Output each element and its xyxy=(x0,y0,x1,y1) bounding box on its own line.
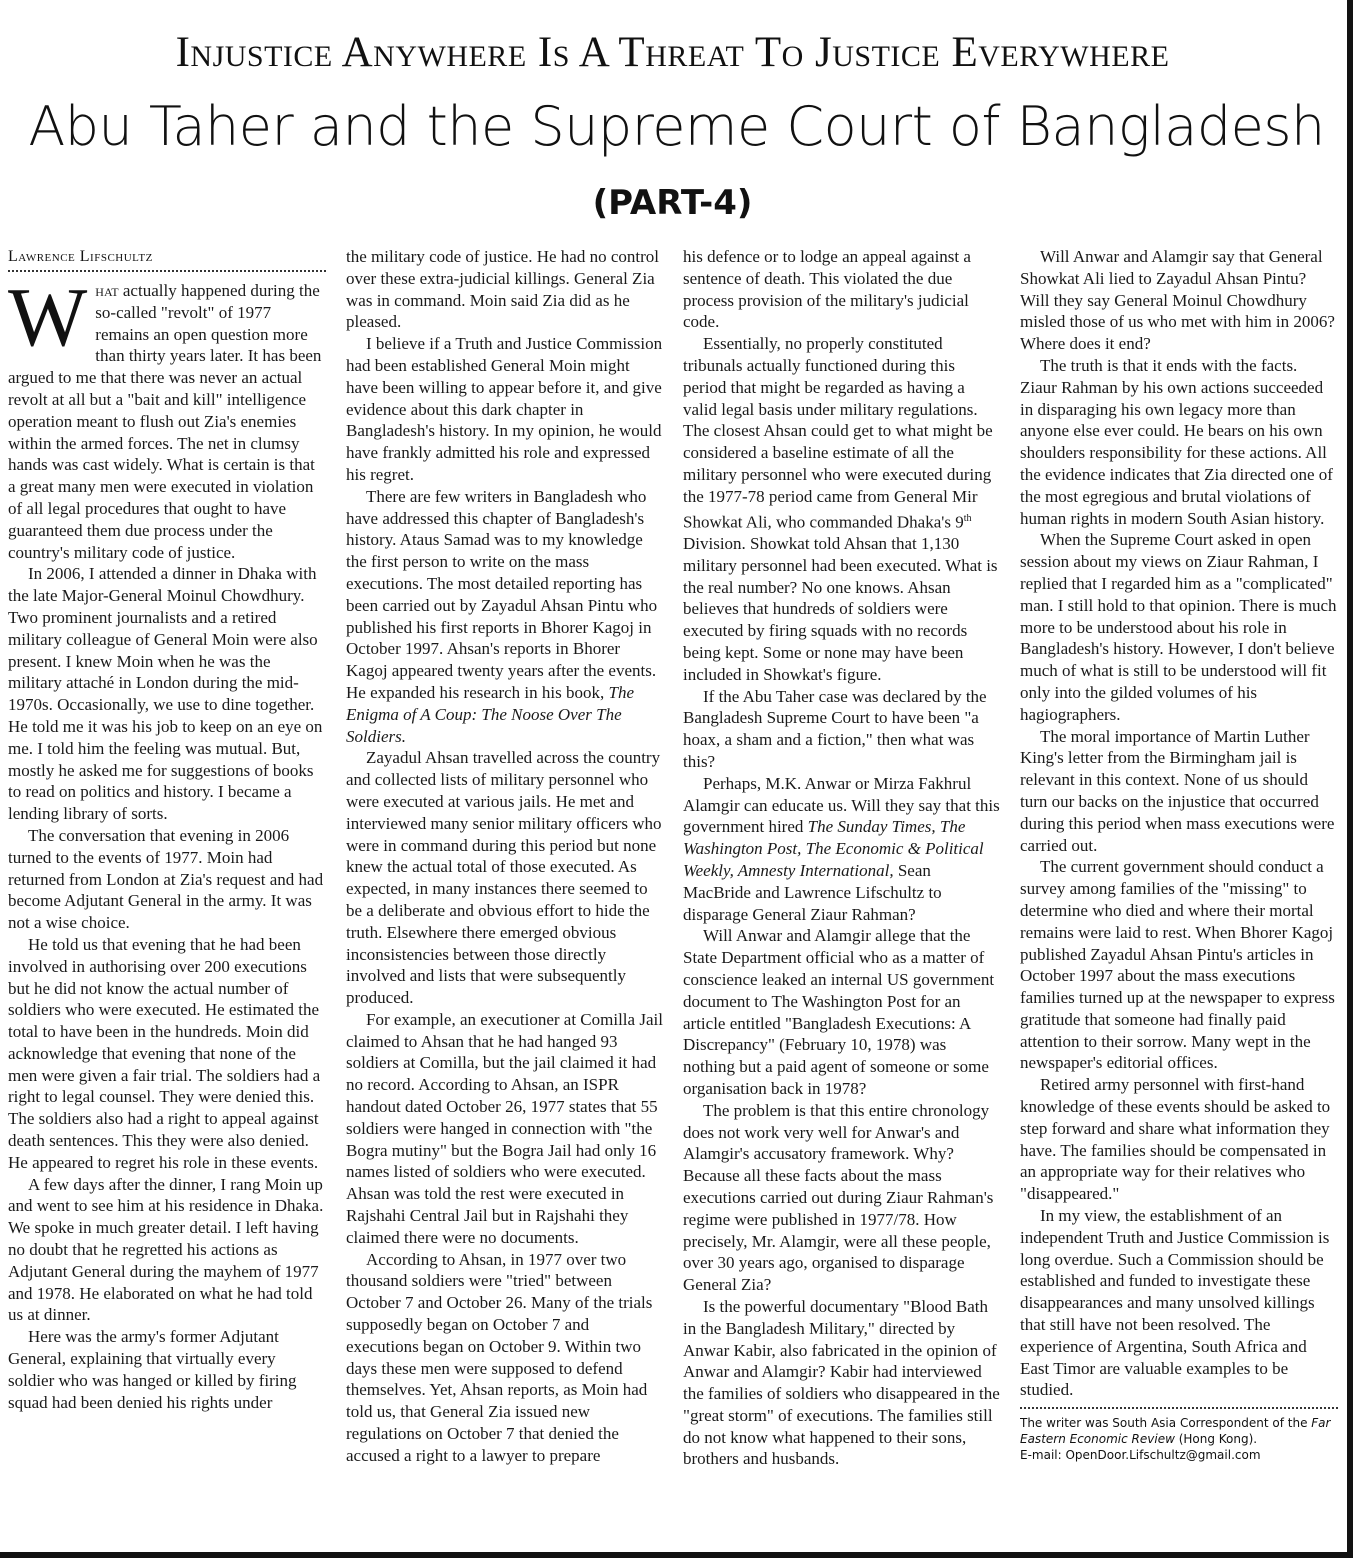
ordinal-suffix: th xyxy=(963,512,972,524)
lead-in: hat xyxy=(95,281,119,300)
article-paragraph: the military code of justice. He had no control over these extra-judicial killings. General Zia was in command. Moin said Zia did as he pleased. xyxy=(346,247,659,332)
article-paragraph xyxy=(683,333,1001,685)
publication-name: Far Eastern Economic Review xyxy=(1020,1416,1331,1447)
paragraph-text: Perhaps, M.K. Anwar or Mirza Fakhrul Alamgir can educate us. Will they say that this government hired xyxy=(683,773,1000,837)
paragraph-text: actually happened during the so-called "revolt" of 1977 remains an open question more than thirty years later. It has been argued to me that there was never an actual revolt at all but a "bait and kill" intelligence operation meant to flush out Zia's enemies within the armed forces. The net in clumsy hands was cast widely. What is certain is that a great many men were executed in violation of all legal procedures that ought to have guaranteed them due process under the country's military code of justice. xyxy=(8,281,322,562)
part-label: (PART-4) xyxy=(592,183,753,223)
article-paragraph: In my view, the establishment of an independent Truth and Justice Commission is long overdue. Such a Commission should be established and funded to investigate these disappearances and many unsolved killings that still have not been resolved. The experience of Argentina, South Africa and East Timor are valuable examples to be studied. xyxy=(1020,1206,1330,1400)
article-column-1 xyxy=(8,246,326,1548)
kicker-line: Injustice Anywhere Is A Threat To Justice Everywhere xyxy=(175,29,1170,76)
article-paragraph: Zayadul Ahsan travelled across the country and collected lists of military personnel who were executed at various jails. He met and interviewed many senior military officers who were in command during this period but none knew the actual total of those executed. As expected, in many instances there seemed to be a deliberate and obvious effort to hide the truth. Elsewhere there emerged obvious inconsistencies between those directly involved and lists that were subsequently produced. xyxy=(346,748,662,1008)
article-paragraph xyxy=(683,773,1001,926)
article-paragraph: For example, an executioner at Comilla Jail claimed to Ahsan that he had hanged 93 soldiers at Comilla, but the jail claimed it had no record. According to Ahsan, an ISPR handout dated October 26, 1977 states that 55 soldiers were hanged in connection with "the Bogra mutiny" but the Bogra Jail had only 16 names listed of soldiers who were executed. Ahsan was told the rest were executed in Rajshahi Central Jail but in Rajshahi they claimed there were no documents. xyxy=(346,1009,663,1247)
page-edge-rule xyxy=(1347,0,1353,1558)
article-paragraph: When the Supreme Court asked in open session about my views on Ziaur Rahman, I replied that I regarded him as a "complicated" man. I still hold to that opinion. There is much more to be understood about his role in Bangladesh's history. However, I don't believe much of what is still to be understood will fit only into the gilded volumes of his hagiographers. xyxy=(1020,530,1337,724)
article-column-4 xyxy=(1020,246,1338,1548)
article-column-2 xyxy=(346,246,664,1548)
author-email: E-mail: OpenDoor.Lifschultz@gmail.com xyxy=(1020,1448,1261,1463)
article-column-3 xyxy=(683,246,1001,1548)
paragraph-text: Sean MacBride and Lawrence Lifschultz to disparage General Ziaur Rahman? xyxy=(683,860,942,924)
author-footnote xyxy=(1020,1407,1338,1463)
article-paragraph: In 2006, I attended a dinner in Dhaka with the late Major-General Moinul Chowdhury. Two prominent journalists and a retired military colleague of General Moin were also present. I knew Moin when he was the military attaché in London during the mid-1970s. Occasionally, we use to dine together. He told me it was his job to keep on an eye on me. I told him the feeling was mutual. But, mostly he asked me for suggestions of books to read on politics and history. I became a lending library of sorts. xyxy=(8,564,323,824)
article-paragraph: He told us that evening that he had been involved in authorising over 200 executions but he did not know the actual number of soldiers who were executed. He estimated the total to have been in the hundreds. Moin did acknowledge that evening that none of the men were given a fair trial. The soldiers had a right to legal counsel. They were denied this. The soldiers also had a right to appeal against death sentences. This they were also denied. He appeared to regret his role in these events. xyxy=(8,934,321,1172)
article-paragraph: Will Anwar and Alamgir say that General Showkat Ali lied to Zayadul Ahsan Pintu? Will they say General Moinul Chowdhury misled those of us who met with him in 2006? Where does it end? xyxy=(1020,247,1335,354)
footnote-text: The writer was South Asia Correspondent of the xyxy=(1020,1416,1312,1431)
article-paragraph xyxy=(346,486,664,748)
page-bottom-rule xyxy=(0,1552,1353,1558)
article-paragraph: If the Abu Taher case was declared by the Bangladesh Supreme Court to have been "a hoax, a sham and a fiction," then what was this? xyxy=(683,686,987,771)
publication-list: The Sunday Times, The Washington Post, The Economic & Political Weekly, Amnesty International, xyxy=(683,817,984,880)
article-paragraph: The problem is that this entire chronology does not work very well for Anwar's and Alamgir's accusatory framework. Why? Because all these facts about the mass executions carried out during Ziaur Rahman's regime were published in 1977/78. How precisely, Mr. Alamgir, were all these people, over 30 years ago, organised to disparage General Zia? xyxy=(683,1100,994,1295)
article-paragraph: I believe if a Truth and Justice Commission had been established General Moin might have been willing to appear before it, and give evidence about this dark chapter in Bangladesh's history. In my opinion, he would have frankly admitted his role and expressed his regret. xyxy=(346,334,663,484)
paragraph-text: Division. Showkat told Ahsan that 1,130 military personnel had been executed. What is the real number? No one knows. Ahsan believes that hundreds of soldiers were executed by firing squads with no records being kept. Some or none may have been included in Showkat's figure. xyxy=(683,534,998,684)
headline: Abu Taher and the Supreme Court of Bangladesh xyxy=(28,95,1325,158)
article-paragraph: Here was the army's former Adjutant General, explaining that virtually every soldier who was hanged or killed by firing squad had been denied his rights under xyxy=(8,1327,297,1412)
article-paragraph: Is the powerful documentary "Blood Bath in the Bangladesh Military," directed by Anwar Kabir, also fabricated in the opinion of Anwar and Alamgir? Kabir had interviewed the families of soldiers who disappeared in the "great storm" of executions. The families still do not know what happened to their sons, brothers and husbands. xyxy=(683,1296,1000,1469)
footnote-text: (Hong Kong). xyxy=(1174,1432,1258,1447)
article-paragraph: The current government should conduct a survey among families of the "missing" to determine who died and where their mortal remains were laid to rest. When Bhorer Kagoj published Zayadul Ahsan Pintu's articles in October 1997 about the mass executions families turned up at the newspaper to express gratitude that someone had finally paid attention to their sorrow. Many wept in the newspaper's editorial offices. xyxy=(1020,857,1335,1073)
byline: Lawrence Lifschultz xyxy=(8,248,153,265)
article-paragraph: The moral importance of Martin Luther King's letter from the Birmingham jail is relevant in this context. None of us should turn our backs on the injustice that occurred during this period when mass executions were carried out. xyxy=(1020,726,1335,855)
article-paragraph: his defence or to lodge an appeal against a sentence of death. This violated the due process provision of the military's judicial code. xyxy=(683,247,971,332)
drop-cap: W xyxy=(8,271,88,364)
article-paragraph xyxy=(8,271,326,563)
article-paragraph: According to Ahsan, in 1977 over two thousand soldiers were "tried" between October 7 and October 26. Many of the trials supposedly began on October 7 and executions began on October 9. Within two days these men were supposed to defend themselves. Yet, Ahsan reports, as Moin had told us, that General Zia issued new regulations on October 7 that denied the accused a right to a lawyer to prepare xyxy=(346,1249,653,1465)
article-paragraph: The truth is that it ends with the facts. Ziaur Rahman by his own actions succeeded in disparaging his own legacy more than anyone else ever could. He bears on his own shoulders responsibility for these actions. All the evidence indicates that Zia directed one of the most egregious and brutal violations of human rights in modern South Asian history. xyxy=(1020,355,1333,528)
paragraph-text: There are few writers in Bangladesh who have addressed this chapter of Bangladesh's history. Ataus Samad was to my knowledge the first person to write on the mass executions. The most detailed reporting has been carried out by Zayadul Ahsan Pintu who published his first reports in Bhorer Kagoj in October 1997. Ahsan's reports in Bhorer Kagoj appeared twenty years after the events. He expanded his research in his book, xyxy=(346,486,658,702)
article-paragraph: Will Anwar and Alamgir allege that the State Department official who as a matter of conscience leaked an internal US government document to The Washington Post for an article entitled "Bangladesh Executions: A Discrepancy" (February 10, 1978) was nothing but a paid agent of someone or some organisation back in 1978? xyxy=(683,926,995,1098)
article-paragraph: The conversation that evening in 2006 turned to the events of 1977. Moin had returned from London at Zia's request and had become Adjutant General in the army. It was not a wise choice. xyxy=(8,825,324,933)
article-paragraph: A few days after the dinner, I rang Moin up and went to see him at his residence in Dhaka. We spoke in much greater detail. I left having no doubt that he regretted his actions as Adjutant General during the mayhem of 1977 and 1978. He elaborated on what he had told us at dinner. xyxy=(8,1174,324,1325)
book-title: The Enigma of A Coup: The Noose Over The Soldiers. xyxy=(346,682,634,746)
article-paragraph: Retired army personnel with first-hand knowledge of these events should be asked to step forward and share what information they have. The families should be compensated in an appropriate way for their relatives who "disappeared." xyxy=(1020,1075,1331,1204)
paragraph-text: Essentially, no properly constituted tribunals actually functioned during this period that might be regarded as having a valid legal basis under military regulations. The closest Ahsan could get to what might be considered a baseline estimate of all the military personnel who were executed during the 1977-78 period came from General Mir Showkat Ali, who commanded Dhaka's 9 xyxy=(683,334,993,532)
